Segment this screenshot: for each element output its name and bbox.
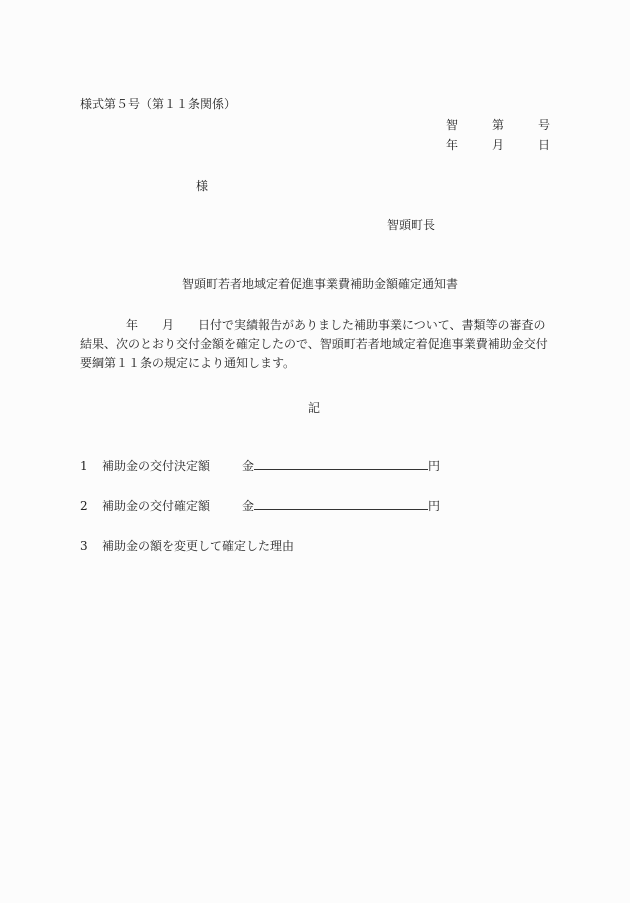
reference-number-dai: 第 xyxy=(492,118,505,132)
item-label: 補助金の額を変更して確定した理由 xyxy=(102,539,295,553)
item-number: 2 xyxy=(80,499,88,513)
date-day: 日 xyxy=(538,138,551,152)
ki-heading: 記 xyxy=(308,401,321,415)
amount-blank-line xyxy=(254,497,428,510)
body-text: 日付で実績報告がありました補助事業について、書類等の審査の結果、次のとおり交付金額を確定したので、智頭町若者地域定着促進事業費補助金交付要綱第１１条の規定により通知します。 xyxy=(80,318,548,370)
body-month: 月 xyxy=(162,318,175,332)
amount-prefix: 金 xyxy=(242,459,255,473)
reference-number-prefix: 智 xyxy=(446,118,459,132)
document-title: 智頭町若者地域定着促進事業費補助金額確定通知書 xyxy=(182,277,459,291)
body-paragraph xyxy=(80,316,552,373)
item-confirmed-amount xyxy=(80,497,440,514)
item-label: 補助金の交付決定額 xyxy=(102,459,211,473)
reference-number xyxy=(446,117,550,133)
issuer: 智頭町長 xyxy=(387,218,436,232)
issue-date xyxy=(446,137,550,153)
amount-prefix: 金 xyxy=(242,499,255,513)
amount-suffix: 円 xyxy=(428,459,441,473)
form-number: 様式第５号（第１１条関係） xyxy=(80,97,237,111)
amount-suffix: 円 xyxy=(428,499,441,513)
amount-blank-line xyxy=(254,457,428,470)
item-decided-amount xyxy=(80,457,440,474)
item-number: 1 xyxy=(80,459,88,473)
date-month: 月 xyxy=(492,138,505,152)
recipient: 様 xyxy=(196,179,209,193)
body-year: 年 xyxy=(126,318,139,332)
item-change-reason xyxy=(80,538,294,554)
item-label: 補助金の交付確定額 xyxy=(102,499,211,513)
date-year: 年 xyxy=(446,138,459,152)
reference-number-go: 号 xyxy=(538,118,551,132)
item-number: 3 xyxy=(80,539,88,553)
